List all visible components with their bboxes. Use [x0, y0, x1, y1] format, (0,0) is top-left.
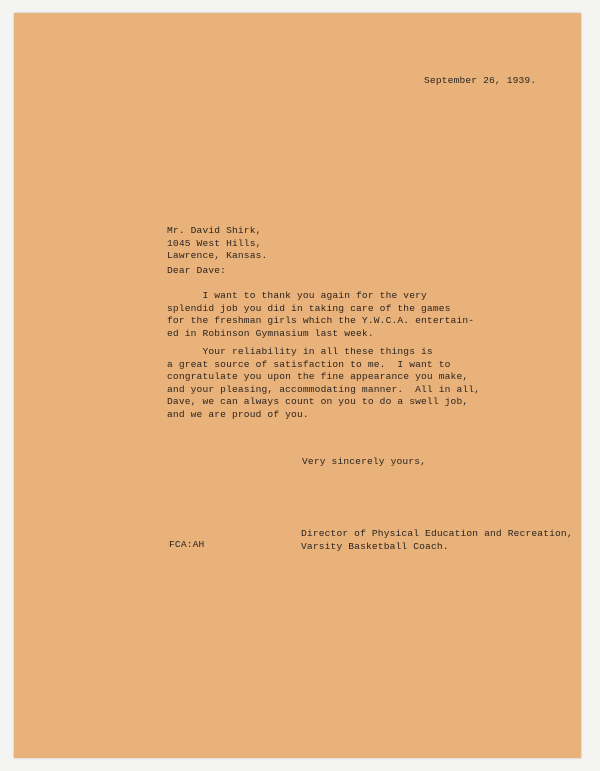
paragraph-line: Your reliability in all these things is [167, 346, 433, 357]
body-paragraph-2 [167, 346, 480, 421]
salutation: Dear Dave: [167, 265, 227, 276]
title-line: Director of Physical Education and Recreation, [301, 528, 573, 539]
paragraph-line: a great source of satisfaction to me. I want to [167, 358, 451, 370]
address-line: Mr. David Shirk, [167, 225, 262, 236]
paragraph-line: and your pleasing, accommodating manner. All in all, [167, 383, 481, 395]
signature-title [301, 528, 573, 553]
body-paragraph-1 [167, 290, 474, 340]
address-line: 1045 West Hills, [167, 237, 262, 249]
paragraph-line: congratulate you upon the fine appearance you make, [167, 371, 469, 382]
recipient-address [167, 225, 267, 263]
paragraph-line: ed in Robinson Gymnasium last week. [167, 327, 374, 339]
paragraph-line: Dave, we can always count on you to do a swell job, [167, 396, 469, 407]
paragraph-line: splendid job you did in taking care of the games [167, 302, 451, 314]
letter-page [14, 13, 581, 758]
reference-initials: FCA:AH [169, 539, 205, 550]
closing: Very sincerely yours, [302, 456, 427, 467]
title-line: Varsity Basketball Coach. [301, 540, 449, 552]
paragraph-line: and we are proud of you. [167, 408, 309, 420]
letter-date: September 26, 1939. [424, 75, 537, 86]
paragraph-line: I want to thank you again for the very [167, 290, 427, 301]
paragraph-line: for the freshman girls which the Y.W.C.A. entertain- [167, 315, 475, 326]
address-line: Lawrence, Kansas. [167, 250, 268, 261]
